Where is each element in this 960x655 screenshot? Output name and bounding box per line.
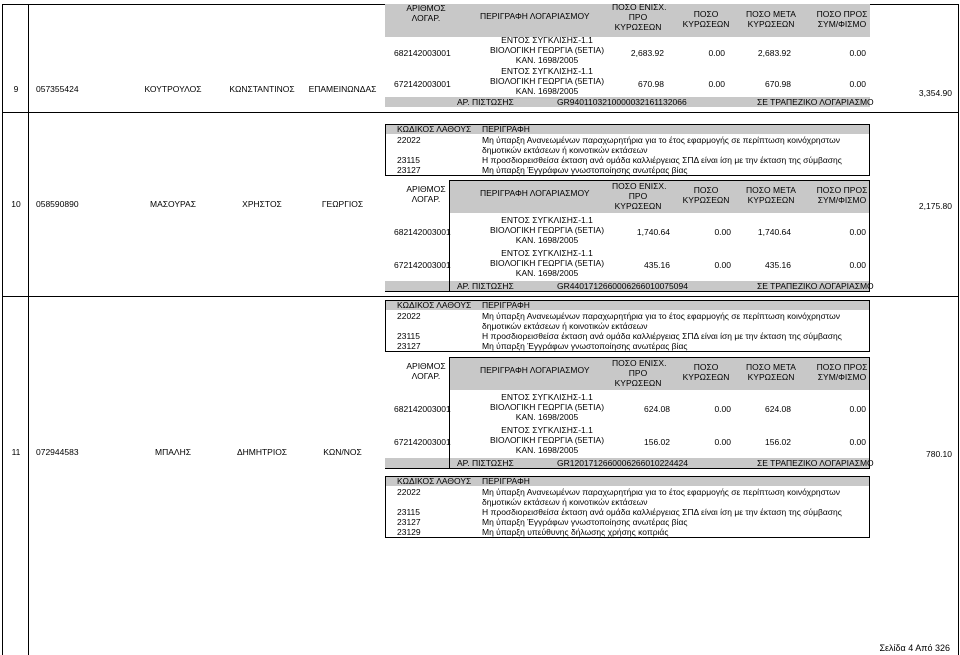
amount-before: 156.02 bbox=[644, 437, 670, 447]
account-code: 672142003001 bbox=[394, 437, 451, 447]
amount-offset: 0.00 bbox=[849, 404, 866, 414]
error-desc: Μη ύπαρξη Ανανεωμένων παραχωρητήρια για το έτος εφαρμογής σε περίπτωση κοινόχρηστων bbox=[482, 135, 841, 145]
amount-before-header: ΠΡΟ bbox=[628, 368, 648, 378]
record-father: ΓΕΩΡΓΙΟΣ bbox=[321, 199, 364, 209]
iban-label: ΑΡ. ΠΙΣΤΩΣΗΣ bbox=[457, 281, 514, 291]
record-afm: 058590890 bbox=[36, 199, 79, 209]
iban-label: ΑΡ. ΠΙΣΤΩΣΗΣ bbox=[457, 458, 514, 468]
record-total: 2,175.80 bbox=[918, 201, 952, 211]
account-desc: ΒΙΟΛΟΓΙΚΗ ΓΕΩΡΓΙΑ (5ΕΤΙΑ) bbox=[489, 258, 605, 268]
error-code-header: ΚΩΔΙΚΟΣ ΛΑΘΟΥΣ bbox=[397, 124, 472, 134]
error-code-header: ΚΩΔΙΚΟΣ ΛΑΘΟΥΣ bbox=[397, 476, 472, 486]
amount-before-header: ΠΡΟ bbox=[628, 191, 648, 201]
account-no-header: ΛΟΓΑΡ. bbox=[411, 194, 441, 204]
amount-before: 2,683.92 bbox=[630, 48, 664, 58]
amount-before: 624.08 bbox=[644, 404, 670, 414]
error-desc-header: ΠΕΡΙΓΡΑΦΗ bbox=[482, 476, 530, 486]
amount-penalty: 0.00 bbox=[708, 48, 725, 58]
error-desc: Μη ύπαρξη Έγγράφων γνωστοποίησης ανωτέρας βίας bbox=[482, 341, 688, 351]
error-desc-header: ΠΕΡΙΓΡΑΦΗ bbox=[482, 300, 530, 310]
record-total: 3,354.90 bbox=[918, 88, 952, 98]
error-code-header: ΚΩΔΙΚΟΣ ΛΑΘΟΥΣ bbox=[397, 300, 472, 310]
account-no-header: ΛΟΓΑΡ. bbox=[411, 371, 441, 381]
iban-value: GR9401103210000032161132066 bbox=[557, 97, 687, 107]
amount-offset: 0.00 bbox=[849, 79, 866, 89]
amount-offset: 0.00 bbox=[849, 437, 866, 447]
account-table-border bbox=[449, 357, 870, 469]
amount-penalty: 0.00 bbox=[714, 260, 731, 270]
account-code: 682142003001 bbox=[394, 404, 451, 414]
account-desc-header: ΠΕΡΙΓΡΑΦΗ ΛΟΓΑΡΙΑΣΜΟΥ bbox=[480, 188, 590, 198]
error-code: 22022 bbox=[397, 487, 421, 497]
account-desc: ΒΙΟΛΟΓΙΚΗ ΓΕΩΡΓΙΑ (5ΕΤΙΑ) bbox=[489, 435, 605, 445]
account-code: 672142003001 bbox=[394, 260, 451, 270]
error-code: 23127 bbox=[397, 517, 421, 527]
error-desc: Η προσδιορεισθείσα έκταση ανά ομάδα καλλιέργειας ΣΠΔ είναι ίση με την έκταση της σύμβασης bbox=[482, 155, 842, 165]
account-desc: ΚΑΝ. 1698/2005 bbox=[515, 445, 579, 455]
amount-offset-header: ΣΥΜ/ΦΙΣΜΟ bbox=[817, 19, 867, 29]
record-name: ΔΗΜΗΤΡΙΟΣ bbox=[236, 447, 288, 457]
error-table-border bbox=[385, 300, 870, 352]
account-code: 682142003001 bbox=[394, 227, 451, 237]
error-desc: Η προσδιορεισθείσα έκταση ανά ομάδα καλλιέργειας ΣΠΔ είναι ίση με την έκταση της σύμβασης bbox=[482, 507, 842, 517]
rule bbox=[958, 4, 959, 655]
record-no: 10 bbox=[11, 199, 21, 209]
amount-after: 670.98 bbox=[765, 79, 791, 89]
amount-after: 2,683.92 bbox=[757, 48, 791, 58]
rule bbox=[2, 296, 958, 297]
amount-penalty-header: ΚΥΡΩΣΕΩΝ bbox=[682, 372, 730, 382]
amount-after-header: ΚΥΡΩΣΕΩΝ bbox=[747, 19, 795, 29]
account-desc: ΚΑΝ. 1698/2005 bbox=[515, 86, 579, 96]
bank-note: ΣΕ ΤΡΑΠΕΖΙΚΟ ΛΟΓΑΡΙΑΣΜΟ bbox=[757, 97, 874, 107]
error-code: 23127 bbox=[397, 165, 421, 175]
record-afm: 057355424 bbox=[36, 84, 79, 94]
record-name: ΚΩΝΣΤΑΝΤΙΝΟΣ bbox=[229, 84, 295, 94]
record-name: ΧΡΗΣΤΟΣ bbox=[242, 199, 282, 209]
record-father: ΕΠΑΜΕΙΝΩΝΔΑΣ bbox=[308, 84, 377, 94]
error-table-border bbox=[385, 476, 870, 538]
account-desc-header: ΠΕΡΙΓΡΑΦΗ ΛΟΓΑΡΙΑΣΜΟΥ bbox=[480, 365, 590, 375]
error-code: 23127 bbox=[397, 341, 421, 351]
error-code: 23129 bbox=[397, 527, 421, 537]
amount-penalty-header: ΠΟΣΟ bbox=[693, 362, 719, 372]
error-desc: δημοτικών εκτάσεων ή κοινοτικών εκτάσεων bbox=[482, 321, 648, 331]
amount-after-header: ΠΟΣΟ ΜΕΤΑ bbox=[746, 185, 796, 195]
account-desc: ΕΝΤΟΣ ΣΥΓΚΛΙΣΗΣ-1.1 bbox=[501, 66, 593, 76]
account-desc: ΕΝΤΟΣ ΣΥΓΚΛΙΣΗΣ-1.1 bbox=[501, 35, 593, 45]
amount-offset-header: ΠΟΣΟ ΠΡΟΣ bbox=[816, 185, 868, 195]
amount-after-header: ΚΥΡΩΣΕΩΝ bbox=[747, 372, 795, 382]
amount-before-header: ΚΥΡΩΣΕΩΝ bbox=[614, 378, 662, 388]
account-desc: ΕΝΤΟΣ ΣΥΓΚΛΙΣΗΣ-1.1 bbox=[501, 392, 593, 402]
amount-after: 156.02 bbox=[765, 437, 791, 447]
account-no-header: ΑΡΙΘΜΟΣ bbox=[406, 184, 446, 194]
account-code: 682142003001 bbox=[394, 48, 451, 58]
account-desc: ΚΑΝ. 1698/2005 bbox=[515, 55, 579, 65]
error-desc: Μη ύπαρξη Έγγράφων γνωστοποίησης ανωτέρας βίας bbox=[482, 517, 688, 527]
amount-after: 624.08 bbox=[765, 404, 791, 414]
account-table-border bbox=[449, 180, 870, 292]
error-desc: Μη ύπαρξη Ανανεωμένων παραχωρητήρια για το έτος εφαρμογής σε περίπτωση κοινόχρηστων bbox=[482, 487, 841, 497]
amount-penalty: 0.00 bbox=[714, 437, 731, 447]
amount-before-header: ΠΡΟ bbox=[628, 12, 648, 22]
amount-before: 1,740.64 bbox=[636, 227, 670, 237]
record-total: 780.10 bbox=[926, 449, 952, 459]
iban-value: GR1201712660006266010224424 bbox=[557, 458, 688, 468]
record-surname: ΚΟΥΤΡΟΥΛΟΣ bbox=[144, 84, 202, 94]
amount-penalty-header: ΠΟΣΟ bbox=[693, 185, 719, 195]
error-desc-header: ΠΕΡΙΓΡΑΦΗ bbox=[482, 124, 530, 134]
record-no: 9 bbox=[13, 84, 19, 94]
amount-offset-header: ΠΟΣΟ ΠΡΟΣ bbox=[816, 9, 868, 19]
error-desc: Μη ύπαρξη υπεύθυνης δήλωσης χρήσης κοπριάς bbox=[482, 527, 669, 537]
amount-after-header: ΚΥΡΩΣΕΩΝ bbox=[747, 195, 795, 205]
amount-before-header: ΚΥΡΩΣΕΩΝ bbox=[614, 201, 662, 211]
amount-penalty-header: ΚΥΡΩΣΕΩΝ bbox=[682, 195, 730, 205]
amount-penalty: 0.00 bbox=[708, 79, 725, 89]
record-surname: ΜΑΣΟΥΡΑΣ bbox=[150, 199, 196, 209]
error-desc: δημοτικών εκτάσεων ή κοινοτικών εκτάσεων bbox=[482, 497, 648, 507]
rule bbox=[2, 112, 958, 113]
record-afm: 072944583 bbox=[36, 447, 79, 457]
iban-value: GR4401712660006266010075094 bbox=[557, 281, 688, 291]
bank-note: ΣΕ ΤΡΑΠΕΖΙΚΟ ΛΟΓΑΡΙΑΣΜΟ bbox=[757, 281, 874, 291]
amount-offset: 0.00 bbox=[849, 260, 866, 270]
amount-after: 435.16 bbox=[765, 260, 791, 270]
account-code: 672142003001 bbox=[394, 79, 451, 89]
account-desc: ΒΙΟΛΟΓΙΚΗ ΓΕΩΡΓΙΑ (5ΕΤΙΑ) bbox=[489, 225, 605, 235]
record-father: ΚΩΝ/ΝΟΣ bbox=[323, 447, 362, 457]
account-desc: ΕΝΤΟΣ ΣΥΓΚΛΙΣΗΣ-1.1 bbox=[501, 425, 593, 435]
account-desc: ΒΙΟΛΟΓΙΚΗ ΓΕΩΡΓΙΑ (5ΕΤΙΑ) bbox=[489, 76, 605, 86]
rule bbox=[2, 4, 3, 655]
account-no-header: ΑΡΙΘΜΟΣ bbox=[406, 3, 446, 13]
error-table-border bbox=[385, 124, 870, 176]
amount-offset-header: ΠΟΣΟ ΠΡΟΣ bbox=[816, 362, 868, 372]
amount-offset: 0.00 bbox=[849, 48, 866, 58]
error-code: 23115 bbox=[397, 331, 421, 341]
error-code: 23115 bbox=[397, 155, 421, 165]
account-desc: ΒΙΟΛΟΓΙΚΗ ΓΕΩΡΓΙΑ (5ΕΤΙΑ) bbox=[489, 45, 605, 55]
amount-after-header: ΠΟΣΟ ΜΕΤΑ bbox=[746, 362, 796, 372]
error-code: 22022 bbox=[397, 311, 421, 321]
amount-offset-header: ΣΥΜ/ΦΙΣΜΟ bbox=[817, 372, 867, 382]
error-desc: Η προσδιορεισθείσα έκταση ανά ομάδα καλλιέργειας ΣΠΔ είναι ίση με την έκταση της σύμβασης bbox=[482, 331, 842, 341]
amount-before-header: ΠΟΣΟ ΕΝΙΣΧ. bbox=[612, 181, 667, 191]
amount-penalty: 0.00 bbox=[714, 404, 731, 414]
amount-penalty: 0.00 bbox=[714, 227, 731, 237]
account-desc: ΚΑΝ. 1698/2005 bbox=[515, 412, 579, 422]
amount-offset-header: ΣΥΜ/ΦΙΣΜΟ bbox=[817, 195, 867, 205]
account-desc: ΒΙΟΛΟΓΙΚΗ ΓΕΩΡΓΙΑ (5ΕΤΙΑ) bbox=[489, 402, 605, 412]
amount-before-header: ΠΟΣΟ ΕΝΙΣΧ. bbox=[612, 2, 667, 12]
amount-offset: 0.00 bbox=[849, 227, 866, 237]
bank-note: ΣΕ ΤΡΑΠΕΖΙΚΟ ΛΟΓΑΡΙΑΣΜΟ bbox=[757, 458, 874, 468]
amount-after: 1,740.64 bbox=[757, 227, 791, 237]
error-desc: δημοτικών εκτάσεων ή κοινοτικών εκτάσεων bbox=[482, 145, 648, 155]
account-desc: ΕΝΤΟΣ ΣΥΓΚΛΙΣΗΣ-1.1 bbox=[501, 248, 593, 258]
amount-penalty-header: ΚΥΡΩΣΕΩΝ bbox=[682, 19, 730, 29]
amount-before-header: ΠΟΣΟ ΕΝΙΣΧ. bbox=[612, 358, 667, 368]
record-no: 11 bbox=[11, 447, 21, 457]
account-desc-header: ΠΕΡΙΓΡΑΦΗ ΛΟΓΑΡΙΑΣΜΟΥ bbox=[480, 11, 590, 21]
amount-after-header: ΠΟΣΟ ΜΕΤΑ bbox=[746, 9, 796, 19]
page-footer: Σελίδα 4 Από 326 bbox=[879, 643, 950, 653]
account-no-header: ΛΟΓΑΡ. bbox=[411, 13, 441, 23]
account-desc: ΚΑΝ. 1698/2005 bbox=[515, 235, 579, 245]
error-desc: Μη ύπαρξη Ανανεωμένων παραχωρητήρια για το έτος εφαρμογής σε περίπτωση κοινόχρηστων bbox=[482, 311, 841, 321]
account-desc: ΕΝΤΟΣ ΣΥΓΚΛΙΣΗΣ-1.1 bbox=[501, 215, 593, 225]
account-no-header: ΑΡΙΘΜΟΣ bbox=[406, 361, 446, 371]
error-desc: Μη ύπαρξη Έγγράφων γνωστοποίησης ανωτέρας βίας bbox=[482, 165, 688, 175]
iban-label: ΑΡ. ΠΙΣΤΩΣΗΣ bbox=[457, 97, 514, 107]
record-surname: ΜΠΑΛΗΣ bbox=[155, 447, 191, 457]
error-code: 23115 bbox=[397, 507, 421, 517]
amount-penalty-header: ΠΟΣΟ bbox=[693, 9, 719, 19]
amount-before-header: ΚΥΡΩΣΕΩΝ bbox=[614, 22, 662, 32]
error-code: 22022 bbox=[397, 135, 421, 145]
amount-before: 670.98 bbox=[638, 79, 664, 89]
amount-before: 435.16 bbox=[644, 260, 670, 270]
rule bbox=[28, 4, 29, 655]
account-desc: ΚΑΝ. 1698/2005 bbox=[515, 268, 579, 278]
